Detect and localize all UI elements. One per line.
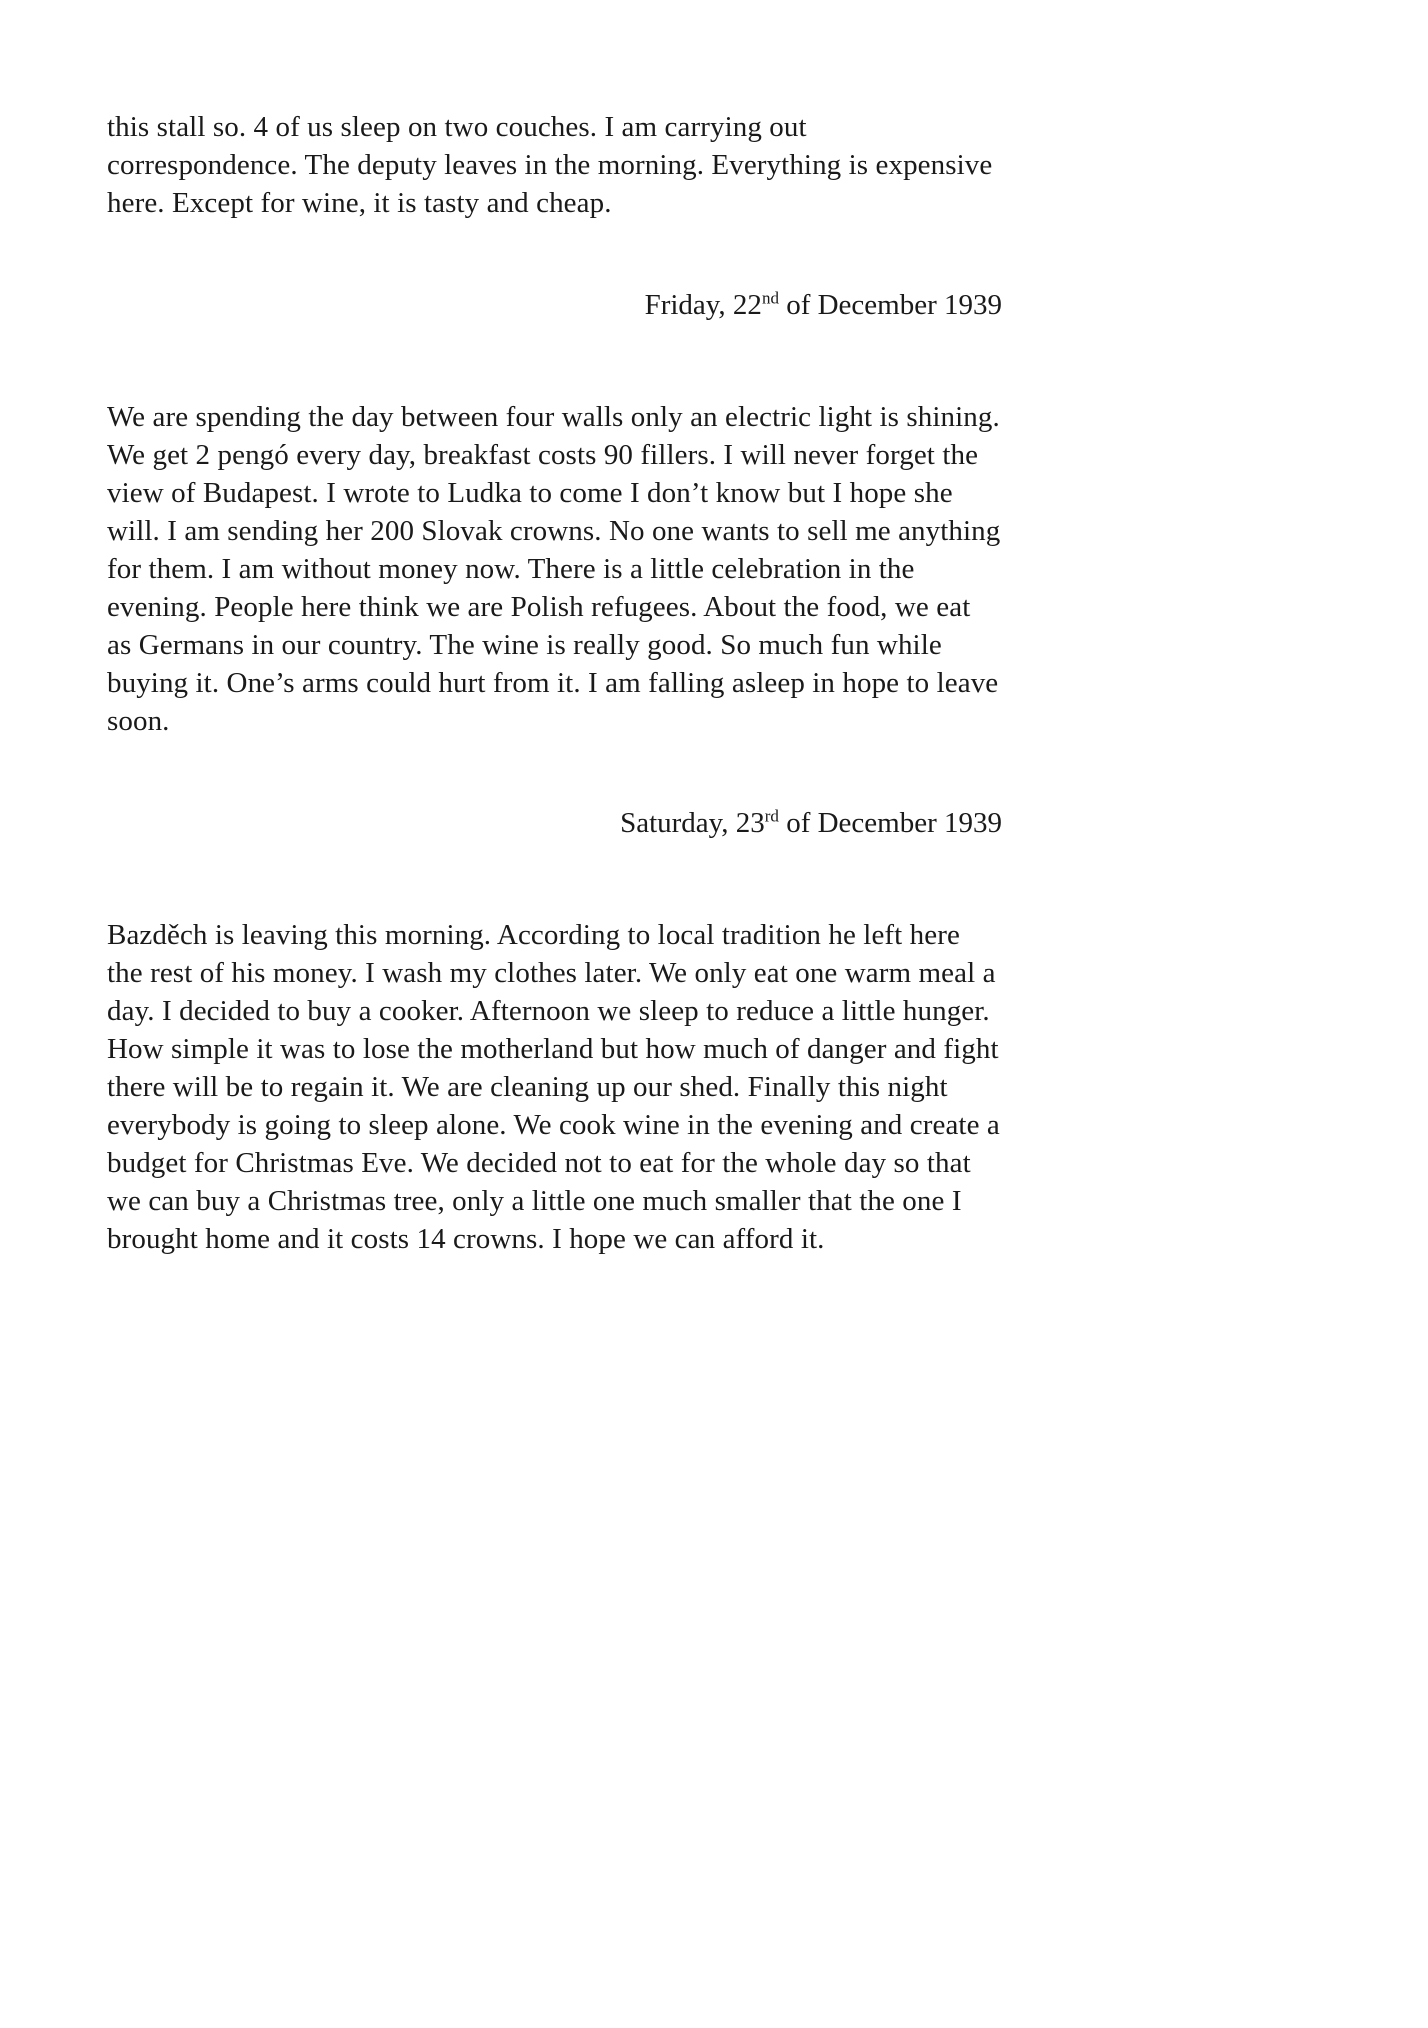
date-text-suffix: of December 1939	[778, 289, 1002, 321]
date-ordinal-suffix: nd	[761, 288, 779, 308]
date-ordinal-suffix: rd	[764, 806, 779, 826]
diary-paragraph-2: We are spending the day between four walls only an electric light is shining. We get 2 pengó every day, breakfast costs 90 fillers. I will never forget the view of Budapest. I wrote to Ludka to come I don’t know but I hope she will. I am sending her 200 Slovak crowns. No one wants to sell me anything for them. I am without money now. There is a little celebration in the evening. People here think we are Polish refugees. About the food, we eat as Germans in our country. The wine is really good. So much fun while buying it. One’s arms could hurt from it. I am falling asleep in hope to leave soon.	[107, 401, 1001, 737]
date-text-prefix: Saturday, 23	[620, 807, 765, 839]
diary-paragraph-3: Bazděch is leaving this morning. According to local tradition he left here the rest of his money. I wash my clothes later. We only eat one warm meal a day. I decided to buy a cooker. Afternoon we sleep to reduce a little hunger. How simple it was to lose the motherland but how much of danger and fight there will be to regain it. We are cleaning up our shed. Finally this night everybody is going to sleep alone. We cook wine in the evening and create a budget for Christmas Eve. We decided not to eat for the whole day so that we can buy a Christmas tree, only a little one much smaller that the one I brought home and it costs 14 crowns. I hope we can afford it.	[107, 919, 1000, 1255]
date-heading-saturday	[107, 804, 1002, 842]
date-text-suffix: of December 1939	[778, 807, 1002, 839]
date-heading-friday	[107, 286, 1002, 324]
date-text-prefix: Friday, 22	[644, 289, 762, 321]
document-content	[107, 108, 1002, 1322]
diary-paragraph-1: this stall so. 4 of us sleep on two couches. I am carrying out correspondence. The deputy leaves in the morning. Everything is expensive here. Except for wine, it is tasty and cheap.	[107, 111, 993, 219]
